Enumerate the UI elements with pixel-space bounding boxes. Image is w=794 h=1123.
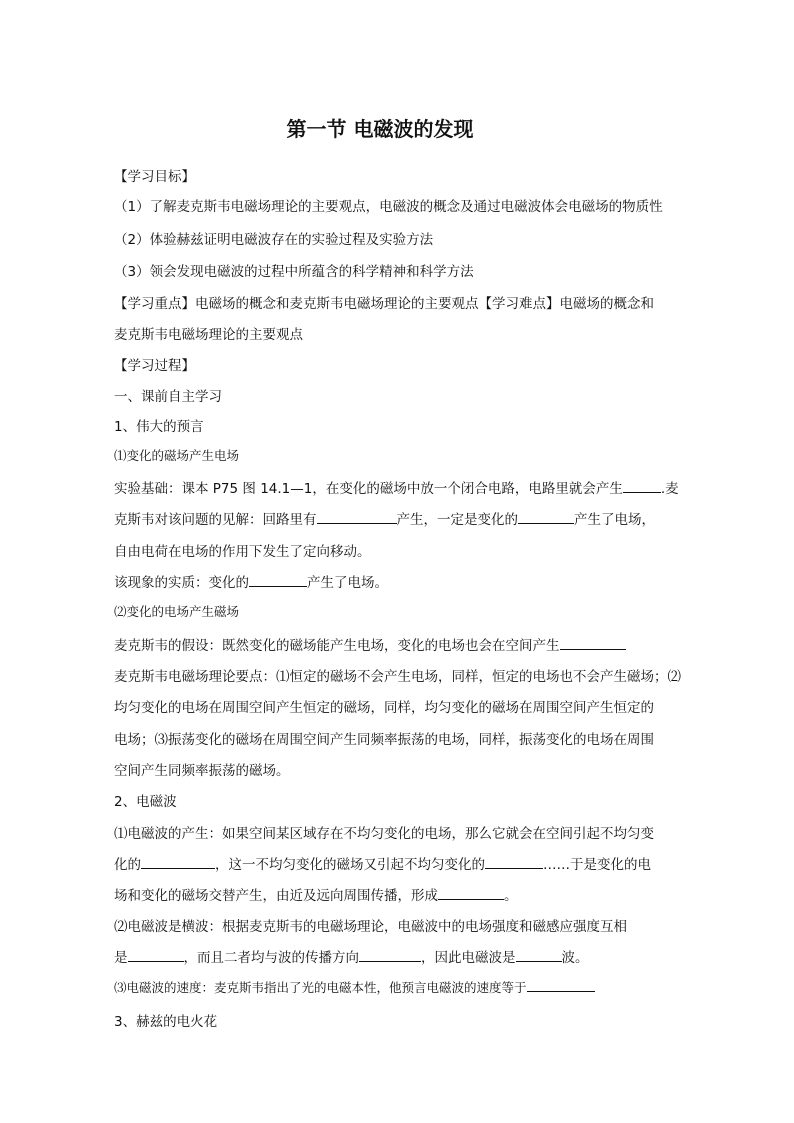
fill-blank[interactable] [249,574,307,587]
fill-blank[interactable] [516,949,562,962]
speed-line [114,978,595,996]
fill-blank[interactable] [141,856,215,869]
experiment-line-1 [114,477,679,497]
transverse-line-1: ⑵电磁波是横波：根据麦克斯韦的电磁场理论，电磁波中的电场强度和磁感应强度互相 [114,919,627,935]
generation-line-1: ⑴电磁波的产生：如果空间某区域存在不均匀变化的电场，那么它就会在空间引起不均匀变 [114,826,654,842]
theory-line-4: 空间产生同频率振荡的磁场。 [114,763,290,779]
experiment-text: 产生了电场， [574,512,655,528]
item-heading-3: 3、赫兹的电火花 [114,1014,218,1030]
fill-blank[interactable] [518,511,574,524]
key-points-line-1: 【学习重点】电磁场的概念和麦克斯韦电磁场理论的主要观点【学习难点】电磁场的概念和 [114,296,654,312]
fill-blank[interactable] [527,979,595,992]
goals-header: 【学习目标】 [114,169,195,185]
transverse-text: ，因此电磁波是 [421,950,516,966]
subheading-1: ⑴变化的磁场产生电场 [114,448,240,463]
speed-text: ⑶电磁波的速度：麦克斯韦指出了光的电磁本性，他预言电磁波的速度等于 [114,980,527,995]
transverse-text: 波。 [561,950,589,966]
experiment-line-3: 自由电荷在电场的作用下发生了定向移动。 [114,544,371,560]
goal-2: （2）体验赫兹证明电磁波存在的实验过程及实验方法 [114,232,434,248]
page-title: 第一节 电磁波的发现 [286,117,474,141]
transverse-line-2 [114,946,589,966]
essence-line [114,571,388,591]
hypothesis-line [114,634,626,654]
experiment-text: 实验基础：课本 P75 图 14.1—1，在变化的磁场中放一个闭合电路，电路里就会产生 [114,481,623,497]
fill-blank[interactable] [359,949,421,962]
section-heading: 一、课前自主学习 [114,389,222,405]
generation-line-2 [114,853,651,873]
experiment-text: 产生，一定是变化的 [396,512,518,528]
transverse-text: ，而且二者均与波的传播方向 [183,950,359,966]
fill-blank[interactable] [485,856,543,869]
key-points-line-2: 麦克斯韦电磁场理论的主要观点 [114,327,303,343]
goal-3: （3）领会发现电磁波的过程中所蕴含的科学精神和科学方法 [114,264,474,280]
theory-line-2: 均匀变化的电场在周围空间产生恒定的磁场，同样，均匀变化的磁场在周围空间产生恒定的 [114,700,654,716]
generation-text: ……于是变化的电 [543,857,651,873]
fill-blank[interactable] [560,637,626,650]
hypothesis-text: 麦克斯韦的假设：既然变化的磁场能产生电场，变化的电场也会在空间产生 [114,638,560,654]
fill-blank[interactable] [623,480,661,493]
fill-blank[interactable] [317,511,397,524]
generation-text: ，这一不均匀变化的磁场又引起不均匀变化的 [215,857,485,873]
item-heading-1: 1、伟大的预言 [114,419,204,435]
transverse-text: 是 [114,950,128,966]
subheading-2: ⑵变化的电场产生磁场 [114,604,240,619]
generation-text: 场和变化的磁场交替产生，由近及远向周围传播，形成 [114,888,438,904]
essence-text: 产生了电场。 [307,575,388,591]
fill-blank[interactable] [438,887,504,900]
experiment-text: .麦 [660,481,679,497]
process-header: 【学习过程】 [114,358,195,374]
generation-line-3 [114,884,518,904]
fill-blank[interactable] [128,949,184,962]
essence-text: 该现象的实质：变化的 [114,575,249,591]
experiment-text: 克斯韦对该问题的见解：回路里有 [114,512,317,528]
item-heading-2: 2、电磁波 [114,794,177,810]
goal-1: （1）了解麦克斯韦电磁场理论的主要观点，电磁波的概念及通过电磁波体会电磁场的物质性 [114,199,663,215]
theory-line-1: 麦克斯韦电磁场理论要点：⑴恒定的磁场不会产生电场，同样，恒定的电场也不会产生磁场；⑵ [114,669,681,685]
theory-line-3: 电场；⑶振荡变化的磁场在周围空间产生同频率振荡的电场，同样，振荡变化的电场在周围 [114,732,654,748]
generation-text: 。 [504,888,518,904]
experiment-line-2 [114,508,655,528]
generation-text: 化的 [114,857,141,873]
